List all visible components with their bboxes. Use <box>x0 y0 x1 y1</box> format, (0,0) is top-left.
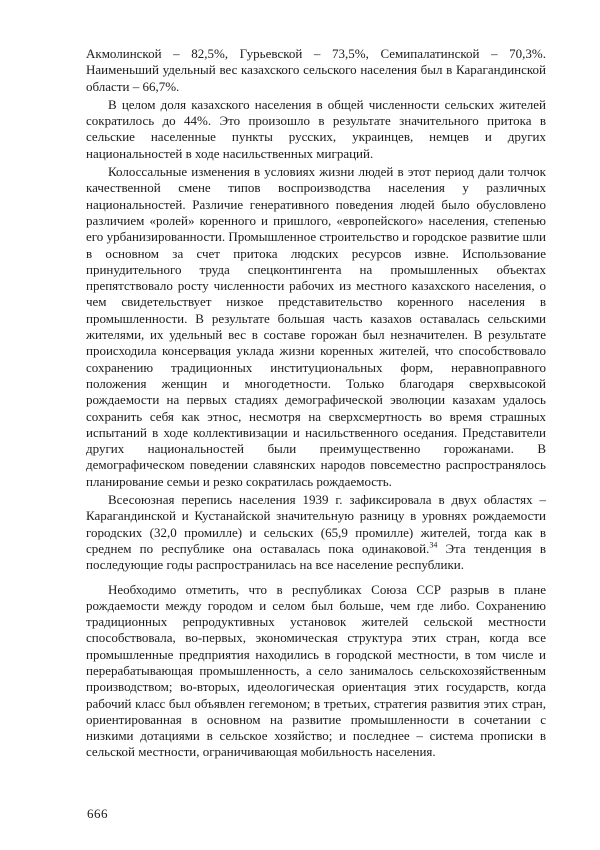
paragraph-5: Необходимо отметить, что в республиках Союза ССР разрыв в плане рождаемости между городом и селом был больше, чем где либо. Сохранению традиционных репродуктивных установок жителей сельской местности способствовала, во-первых, экономическая структура этих стран, когда все промышленные предприятия находились в городской местности, в том числе и перерабатывающая промышленность, а село занималось сельскохозяйственным производством; во-вторых, идеологическая ориентация этих государств, когда рабочий класс был объявлен гегемоном; в третьих, стратегия развития этих стран, ориентированная в основном на развитие промышленности в сочетании с низкими дотациями в сельское хозяйство; и последнее – система прописки в сельской местности, ограничивающая мобильность населения. <box>86 581 546 760</box>
paragraph-2: В целом доля казахского населения в общей численности сельских жителей сократилось до 44%. Это произошло в результате значительного притока в сельские населенные пункты русских, украинцев, немцев и других национальностей в ходе насильственных миграций. <box>86 96 546 161</box>
page-body <box>86 46 546 761</box>
paragraph-1: Акмолинской – 82,5%, Гурьевской – 73,5%, Семипалатинской – 70,3%. Наименьший удельный вес казахского сельского населения был в Карагандинской области – 66,7%. <box>86 46 546 94</box>
paragraph-4-text: Всесоюзная перепись населения 1939 г. зафиксировала в двух областях – Карагандинской и Кустанайской значительную разницу в уровнях рождаемости городских (32,0 промилле) и сельских (65,9 промилле) жителей, тогда как в среднем по республике она оставалась пока одинаковой. <box>86 492 546 556</box>
page-number: 666 <box>87 806 108 821</box>
paragraph-3: Колоссальные изменения в условиях жизни людей в этот период дали толчок качественной смене типов воспроизводства населения у различных национальностей. Различие генеративного поведения людей было обусловлено различием «ролей» коренного и пришлого, «европейского» населения, степенью его урбанизированности. Промышленное строительство и городское развитие шли в основном за счет притока людских ресурсов извне. Использование принудительного труда спецконтингента на промышленных объектах препятствовало росту численности рабочих из местного казахского населения, о чем свидетельствует низкое представительство коренного населения в промышленности. В результате большая часть казахов оставалась сельскими жителями, их удельный вес в составе горожан был незначителен. В результате происходила консервация уклада жизни коренных жителей, что способствовало сохранению традиционных институциональных форм, неравноправного положения женщин и многодетности. Только благодаря сверхвысокой рождаемости на первых стадиях демографической эволюции казахам удалось сохранить себя как этнос, несмотря на сверхсмертность во время страшных испытаний в ходе коллективизации и насильственного оседания. Представители других национальностей были преимущественно горожанами. В демографическом поведении славянских народов повсеместно распространялось планирование семьи и резко сократилась рождаемость. <box>86 164 546 489</box>
footnote-marker: 34 <box>429 540 438 550</box>
paragraph-4 <box>86 492 546 573</box>
paragraph-4-text-after: Эта тенденция в последующие годы распространилась на все население республики. <box>86 540 546 573</box>
